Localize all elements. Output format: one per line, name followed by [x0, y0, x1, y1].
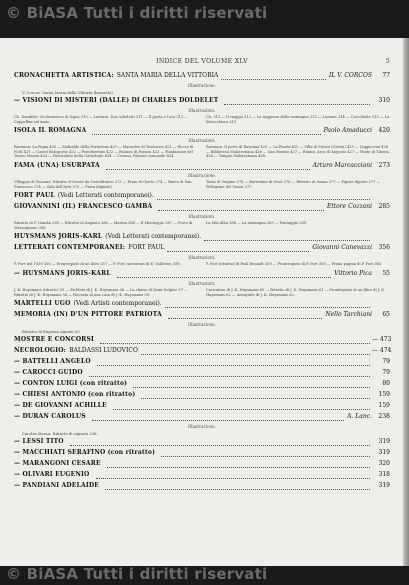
caption-column: Ritratto di F. Gamba 285 — Ritratto di Augusto 286 — Marina 286 — Il Monteggio 287 — Prato di Mezzogiorno 288. [14, 221, 193, 230]
illustration-captions [14, 262, 390, 267]
dot-leader [161, 456, 370, 457]
index-entry [14, 471, 390, 482]
index-entry [14, 72, 390, 83]
entry-page: 356 [378, 244, 390, 252]
page-edge [403, 38, 409, 566]
illustration-captions [14, 288, 390, 297]
dot-leader [92, 420, 344, 421]
index-entry [14, 97, 390, 108]
entry-page: 77 [382, 72, 390, 79]
dot-leader [117, 277, 331, 278]
caption-column: Ravenna: Il porto di Ravenna 425 — La Pineta 425 — Villa di Mezzo (Cervia) 425 — Cappuccini 426 — Biblioteca Malatestiana 426 — San Marino 427 — Rimini, Arco di Augusto 427 — Ponte di Tiberio 428 — Tempio Malatestiano 428. [206, 145, 390, 159]
dot-leader [107, 467, 370, 468]
entry-author: Arturo Marcacciani [312, 161, 372, 169]
entry-subtitle: (Vedi Letterati contemporanei). [105, 233, 202, 241]
index-entry [14, 270, 390, 281]
entry-page: 79 [382, 358, 390, 366]
entry-title: — PANDIANI ADELAIDE [14, 482, 100, 490]
illustrations-heading: Illustrazioni. [188, 138, 216, 144]
entry-title: NECROLOGIO: [14, 347, 67, 355]
index-list [14, 72, 390, 493]
index-entry [14, 162, 390, 173]
dot-leader [221, 79, 326, 80]
illustration-captions [14, 115, 390, 124]
caption-column: Ch. 313 — Il viaggio 312 — La saggezza della montagna 313 — Lazzaro 314 — Crocchette 315 — La fattucchiera 315. [206, 115, 390, 124]
illustrations-heading: Illustrazione. [188, 83, 216, 88]
illustrations-heading: Illustrazione. [188, 424, 216, 430]
illustration-captions [14, 180, 390, 189]
entry-page: 79 [382, 369, 390, 377]
entry-title: — OLIVARI EUGENIO [14, 471, 90, 479]
index-entry [14, 300, 390, 311]
illustrations-heading: Illustrazioni. [188, 214, 216, 220]
entry-title: HUYSMANS JORIS-KARL [14, 233, 103, 241]
index-entry [14, 369, 390, 380]
dot-leader [141, 398, 370, 399]
entry-subtitle: SANTA MARIA DELLA VITTORIA [116, 72, 219, 79]
entry-title: LETTERATI CONTEMPORANEI: [14, 244, 126, 252]
entry-page: 319 [378, 438, 390, 446]
page-number: 5 [385, 58, 390, 65]
entry-title: MEMORIA (IN) D'UN PITTORE PATRIOTA [14, 311, 162, 319]
caption-column: P. Fort (ritratto) di Paul Rouault 359 — Frontespizio di P. Fort 359 — Prima pagina di P. Fort 360. [206, 262, 383, 267]
entry-author: Ettore Cozzani [326, 203, 372, 211]
illustration-captions [14, 221, 390, 230]
dot-leader [158, 210, 324, 211]
entry-title: — CHIESI ANTONIO (con ritratto) [14, 391, 136, 399]
entry-page: — 473 [372, 336, 392, 344]
index-entry [14, 203, 390, 214]
entry-subtitle: (Vedi Letterati contemporanei). [57, 192, 154, 200]
entry-author: Vittorio Pica [334, 269, 372, 277]
illustrations-heading: Illustrazioni. [188, 280, 216, 286]
entry-title: — CONTON LUIGI (con ritratto) [14, 380, 128, 388]
index-entry [14, 336, 390, 347]
illustrations-heading: Illustrazioni. [188, 255, 216, 261]
entry-title: — LESSI TITO [14, 438, 64, 446]
index-entry [14, 358, 390, 369]
index-entry [14, 482, 390, 493]
dot-leader [133, 387, 370, 388]
index-entry [14, 233, 390, 244]
illustration-caption: V. Corcos: Santa Maria della Vittoria (bozzetto). [22, 90, 115, 95]
entry-title: ISOLA IL ROMAGNA [14, 127, 87, 135]
index-entry [14, 127, 390, 138]
watermark-top: © BiASA Tutti i diritti riservati [6, 4, 268, 22]
entry-subtitle: FORT PAUL [128, 244, 165, 252]
dot-leader [106, 169, 310, 170]
dot-leader [167, 251, 309, 252]
entry-author: IL V. CORCOS [328, 72, 372, 79]
entry-page: 320 [378, 460, 390, 468]
illustration-caption: Carolus Duran: Ritratto di signora 238. [22, 431, 98, 437]
entry-author: A. Lanc. [347, 413, 372, 421]
entry-page: 80 [382, 380, 390, 388]
entry-page: 238 [378, 413, 390, 421]
dot-leader [105, 489, 370, 490]
entry-title: — BATTELLI ANGELO [14, 358, 91, 366]
index-entry [14, 402, 390, 413]
entry-page: 65 [382, 311, 390, 319]
entry-subtitle: BALDASSI LUDOVICO [69, 347, 138, 355]
entry-title: GIOVANNINI (IL) FRANCESCO GAMBA [14, 203, 153, 211]
index-content [14, 58, 390, 558]
caption-column: Ravenna: La Pigna 420 — Sinibaldo della Portuense 420 — Mausoleo di Teodorico 421 — Rocca di Forlì 421 — Castel Bolognese 422 — Pontebertino 422 — Palazzo di Faenza 423 — Fondazione del Teatro Masini 423 — Particolare della Cattedrale 424 — Cesena, Palazzo comunale 424. [14, 145, 194, 159]
header-title: INDICE DEL VOLUME XLV [156, 58, 248, 65]
entry-title: — MARANGONI CESARE [14, 460, 101, 468]
dot-leader [165, 307, 370, 308]
dot-leader [168, 318, 322, 319]
caption-column: Testa di Vergine 276 — Battesimo di Gesù 276 — Ritratto di donna 277 — Figure dipinte 277 — Pellegrino del Vasari 277. [206, 179, 381, 189]
illustrations-heading: Illustrazione. [188, 322, 216, 328]
entry-page: 318 [378, 471, 390, 479]
dot-leader [113, 409, 370, 410]
index-entry [14, 244, 390, 255]
watermark-bottom: © BiASA Tutti i diritti riservati [6, 565, 268, 583]
dot-leader [204, 240, 370, 241]
dot-leader [100, 343, 370, 344]
entry-author: Paolo Amaducci [323, 127, 372, 135]
caption-column: P. Fort nel 1918 356 — Frontespizio di un libro 357 — P. Fort caricatura di E. Vallotton 358. [14, 262, 181, 267]
entry-page: 319 [378, 449, 390, 457]
entry-page: 159 [378, 402, 390, 410]
caption-column: Caricatura di J. K. Huysmans 60 — Ritratto di J. K. Huysmans 61 — Frontespizio di un libro di J. K. Huysmans 62 — Autografo di J. K. Huysmans 63. [206, 287, 386, 297]
dot-leader [96, 478, 371, 479]
entry-title: CRONACHETTA ARTISTICA: [14, 72, 114, 79]
entry-author: Nello Tarchiani [325, 311, 372, 319]
entry-page: — 474 [372, 347, 392, 355]
index-entry [14, 311, 390, 322]
entry-page: 310 [378, 97, 390, 104]
caption-column: J. K. Huysmans (ritratto) 55 — Ex-libris di J. K. Huysmans 56 — La chiesa di Saint-Sulpice 57 — Ritratto di J. K. Huysmans 58 — Facciata di una casa di J. K. Huysmans 59. [14, 287, 188, 297]
entry-title: — HUYSMANS JORIS-KARL [14, 269, 111, 277]
illustrations-heading: Illustrazione. [188, 172, 216, 178]
entry-title: FAMA (UNA) USURPATA [14, 161, 100, 169]
illustrations-heading: Illustrazioni. [188, 108, 216, 113]
entry-page: 159 [378, 391, 390, 399]
entry-title: — VISIONI DI MISTERI (DALLE) DI CHARLES DOLDELET [14, 97, 219, 104]
index-entry [14, 438, 390, 449]
entry-title: — DE GIOVANNI ACHILLE [14, 402, 107, 410]
page-header [14, 58, 390, 72]
entry-page: 285 [378, 203, 390, 211]
entry-title: — CAROCCI GUIDO [14, 369, 83, 377]
entry-author: Giovanni Canevazzi [312, 244, 372, 252]
index-entry [14, 380, 390, 391]
caption-column: Ch. Doudelet: Ecclesiastico di legno 310 — Lorenzo. Due scheletri 311 — Il poeta e l'ora 312 — Cappellini sul mare [14, 115, 188, 124]
dot-leader [89, 376, 370, 377]
index-entry [14, 391, 390, 402]
document-page [0, 38, 407, 566]
entry-title: MARTELLI UGO [14, 300, 71, 308]
entry-title: FORT PAUL [14, 192, 55, 200]
illustration-captions [14, 145, 390, 159]
index-entry [14, 347, 390, 358]
dot-leader [97, 365, 370, 366]
index-entry [14, 449, 390, 460]
entry-page: 420 [378, 127, 390, 135]
entry-page: 273 [378, 161, 390, 169]
dot-leader [141, 354, 370, 355]
caption-column: La Mia Alba 288 — La montagna 289 — Paesaggio 289. [206, 221, 308, 226]
caption-column: Villaggio di Toscana: Ritratto d'Oreste da Castelfranco 273 — Prato di Giotto 274 — Barca di San Francesco 274 — Sala dell'Arte 275 — Fiera (dipinto). [14, 179, 192, 189]
dot-leader [157, 199, 370, 200]
entry-page: 55 [382, 269, 390, 277]
dot-leader [224, 104, 370, 105]
entry-title: — MACCHIATI SERAFINO (con ritratto) [14, 449, 156, 457]
dot-leader [70, 445, 370, 446]
entry-page: 319 [378, 482, 390, 490]
entry-title: MOSTRE E CONCORSI [14, 336, 94, 344]
dot-leader [92, 134, 320, 135]
illustration-caption: Ritratto di Eugenio Agneni 65. [22, 329, 81, 335]
index-entry [14, 413, 390, 424]
index-entry [14, 192, 390, 203]
entry-title: — DURAN CAROLUS [14, 413, 86, 421]
entry-subtitle: (Vedi Artisti contemporanei). [73, 300, 162, 308]
index-entry [14, 460, 390, 471]
